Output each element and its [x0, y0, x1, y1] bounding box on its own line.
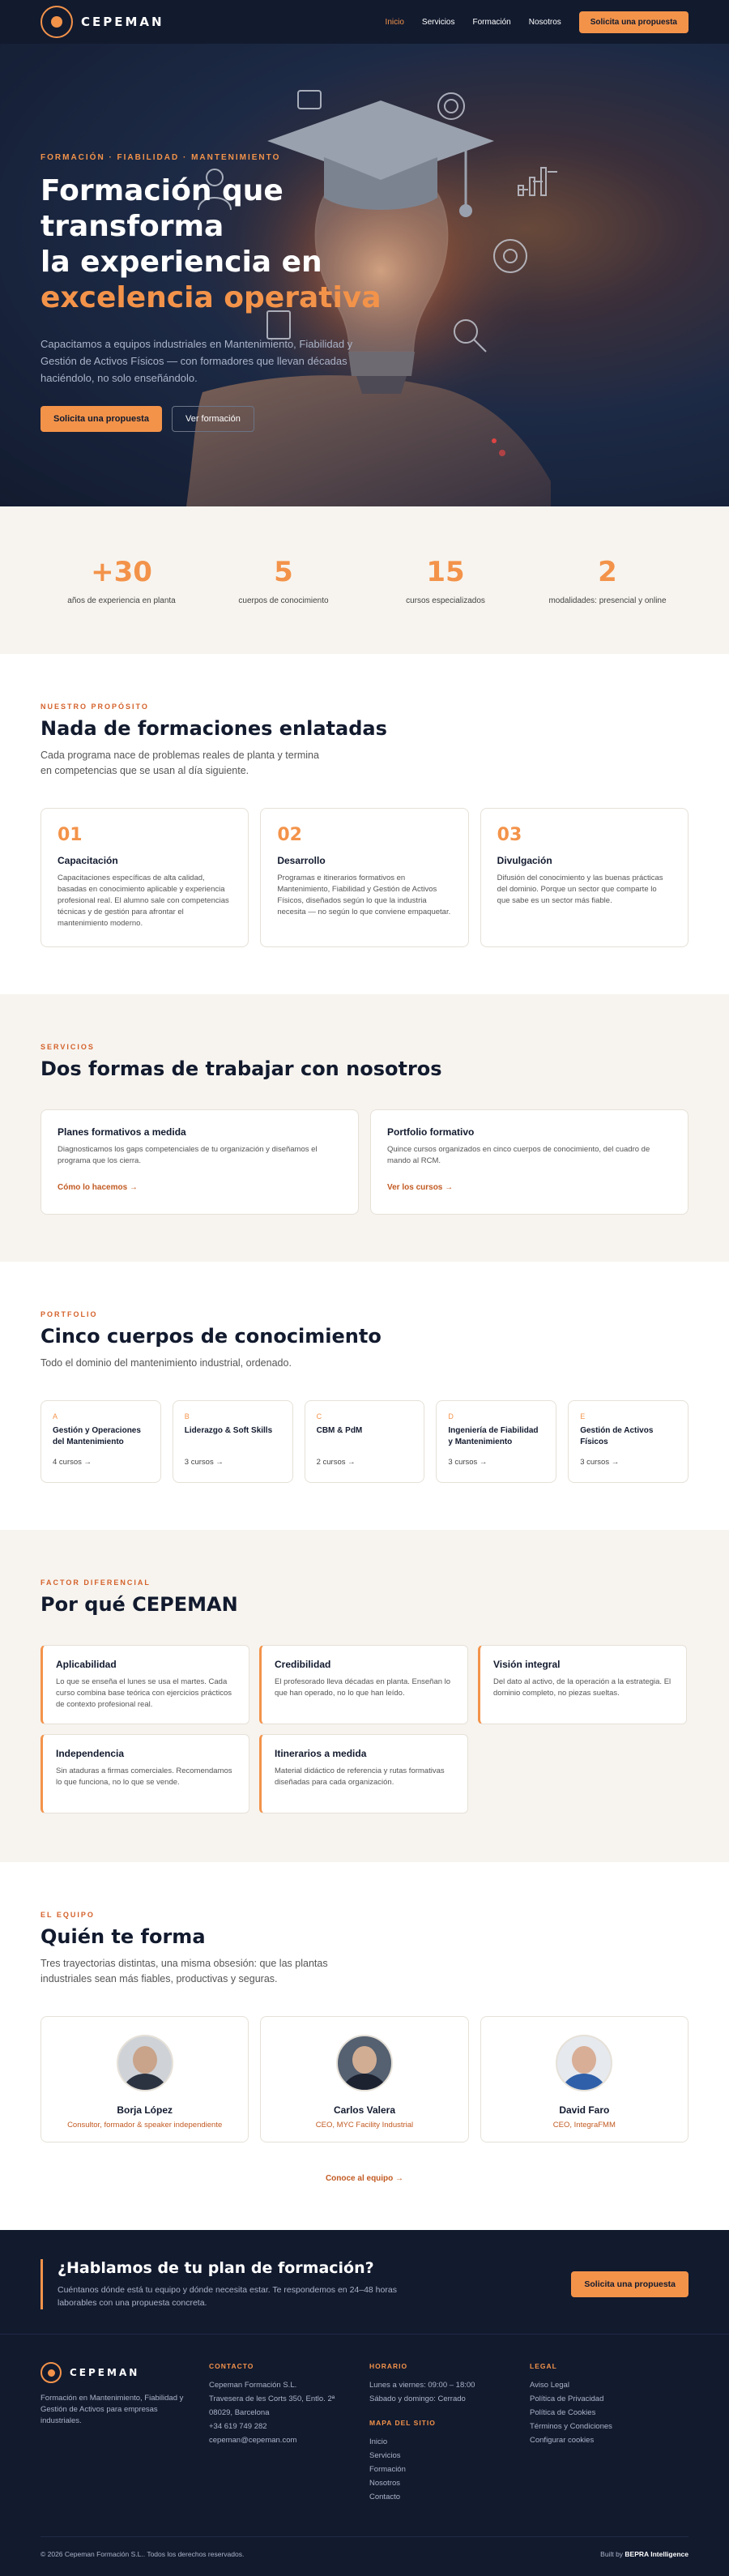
built-by: [600, 2550, 688, 2558]
portfolio-card[interactable]: [305, 1400, 425, 1483]
member-role: CEO, IntegraFMM: [552, 2121, 616, 2130]
header-cta-button[interactable]: Solicita una propuesta: [579, 11, 688, 33]
portfolio-cards: [40, 1400, 688, 1483]
footer-brand: [40, 2362, 194, 2504]
card-text: Del dato al activo, de la operación a la estrategia. El dominio completo, no piezas sueltas.: [493, 1677, 671, 1698]
course-count-link[interactable]: 2 cursos →: [316, 1458, 356, 1467]
course-count-link[interactable]: 4 cursos →: [53, 1458, 92, 1467]
stat-label: cursos especializados: [406, 596, 485, 605]
footer-legal: [530, 2362, 676, 2504]
footer-link[interactable]: Configurar cookies: [530, 2436, 595, 2445]
footer-link[interactable]: Aviso Legal: [530, 2381, 569, 2390]
portfolio-lead: Todo el dominio del mantenimiento industrial, ordenado.: [40, 1357, 292, 1369]
footer-contact-line: Cepeman Formación S.L.: [209, 2381, 297, 2390]
avatar: [336, 2035, 393, 2091]
site-footer: [0, 2334, 729, 2576]
hero-section: [0, 44, 729, 506]
card-text: Quince cursos organizados en cinco cuerpos de conocimiento, del cuadro de mando al RCM.: [387, 1145, 650, 1165]
nav-link-inicio[interactable]: Inicio: [385, 17, 404, 27]
why-card: [259, 1734, 468, 1813]
footer-email-link[interactable]: cepeman@cepeman.com: [209, 2436, 297, 2445]
purpose-lead: Cada programa nace de problemas reales de planta y termina en competencias que se usan al día siguiente.: [40, 750, 319, 776]
card-title: Portfolio formativo: [387, 1126, 475, 1138]
stat-item: [202, 556, 364, 605]
hero-training-button[interactable]: Ver formación: [172, 406, 254, 432]
top-navigation-bar: [0, 0, 729, 44]
card-text: Difusión del conocimiento y las buenas prácticas del dominio. Porque un sector que comparte lo que sabe es un sector más fiable.: [497, 874, 663, 905]
cta-text: Cuéntanos dónde está tu equipo y dónde necesita estar. Te respondemos en 24–48 horas laborables con una propuesta concreta.: [58, 2285, 397, 2308]
purpose-card: [260, 808, 468, 947]
stat-value: 15: [426, 555, 465, 588]
card-text: El profesorado lleva décadas en planta. Enseñan lo que han operado, no lo que han leído.: [275, 1677, 451, 1698]
footer-contact-line: 08029, Barcelona: [209, 2408, 270, 2417]
card-title: Credibilidad: [275, 1659, 331, 1670]
stat-label: cuerpos de conocimiento: [238, 596, 329, 605]
card-title: Desarrollo: [277, 855, 326, 866]
main-nav: [386, 11, 688, 33]
stat-item: [364, 556, 526, 605]
purpose-section: [0, 654, 729, 994]
team-link[interactable]: Conoce al equipo →: [325, 2174, 404, 2183]
footer-contact-line: Travesera de les Corts 350, Entlo. 2ª: [209, 2394, 335, 2403]
why-card: [478, 1645, 687, 1724]
purpose-card: [40, 808, 249, 947]
team-member-card[interactable]: [480, 2016, 688, 2142]
hero-title-line-1: Formación que transforma: [40, 174, 284, 243]
why-card: [259, 1645, 468, 1724]
hero-description: Capacitamos a equipos industriales en Mantenimiento, Fiabilidad y Gestión de Activos Físicos — con formadores que llevan décadas haciéndolo, no solo enseñándolo.: [40, 338, 353, 384]
stat-item: [40, 556, 202, 605]
stat-label: modalidades: presencial y online: [548, 596, 667, 605]
stat-value: 2: [598, 555, 617, 588]
built-by-prefix: Built by: [600, 2550, 625, 2558]
card-text: Diagnosticamos los gaps competenciales de tu organización y diseñamos el programa que los cierra.: [58, 1145, 318, 1165]
services-title: Dos formas de trabajar con nosotros: [40, 1057, 442, 1080]
hero-buttons: [40, 406, 462, 432]
member-role: Consultor, formador & speaker independiente: [67, 2121, 223, 2130]
footer-logo[interactable]: [40, 2362, 194, 2383]
logo-icon: [40, 6, 73, 38]
card-letter: C: [316, 1412, 322, 1420]
card-text: Material didáctico de referencia y rutas formativas diseñadas para cada organización.: [275, 1766, 445, 1787]
built-by-link[interactable]: BEPRA Intelligence: [625, 2550, 688, 2558]
logo-icon: [40, 2362, 62, 2383]
card-title: Capacitación: [58, 855, 118, 866]
card-title: Liderazgo & Soft Skills: [184, 1426, 273, 1435]
card-letter: E: [580, 1412, 586, 1420]
team-eyebrow: EL EQUIPO: [40, 1911, 95, 1919]
card-title: Ingeniería de Fiabilidad y Mantenimiento: [448, 1426, 539, 1446]
service-card[interactable]: [40, 1109, 359, 1215]
portfolio-title: Cinco cuerpos de conocimiento: [40, 1325, 382, 1348]
card-title: Gestión y Operaciones del Mantenimiento: [53, 1426, 141, 1446]
footer-link[interactable]: Términos y Condiciones: [530, 2422, 612, 2431]
member-name: Carlos Valera: [333, 2104, 396, 2116]
card-number: 03: [497, 825, 522, 845]
footer-hours-line: Sábado y domingo: Cerrado: [369, 2394, 466, 2403]
why-card: [40, 1645, 249, 1724]
team-section: [0, 1862, 729, 2230]
card-title: Planes formativos a medida: [58, 1126, 186, 1138]
hero-kicker: FORMACIÓN · FIABILIDAD · MANTENIMIENTO: [40, 153, 281, 162]
team-member-card[interactable]: [40, 2016, 249, 2142]
portfolio-eyebrow: PORTFOLIO: [40, 1310, 98, 1318]
stats-section: [0, 506, 729, 654]
team-member-card[interactable]: [260, 2016, 468, 2142]
footer-link[interactable]: Política de Cookies: [530, 2408, 596, 2417]
logo-text: CEPEMAN: [81, 15, 164, 29]
portfolio-card[interactable]: [40, 1400, 161, 1483]
card-text: Programas e itinerarios formativos en Mantenimiento, Fiabilidad y Gestión de Activos Físicos, diseñados según lo que la industria necesita — no según lo que conviene empaquetar.: [277, 874, 451, 916]
service-card[interactable]: [370, 1109, 688, 1215]
service-link[interactable]: Cómo lo hacemos →: [58, 1183, 138, 1192]
footer-link[interactable]: Inicio: [369, 2437, 388, 2446]
brand-logo[interactable]: [40, 6, 164, 38]
card-text: Lo que se enseña el lunes se usa el martes. Cada curso combina base teórica con ejercicios prácticos de contexto profesional real.: [56, 1677, 232, 1709]
hero-title-accent: excelencia operativa: [40, 281, 382, 314]
cta-banner: [0, 2230, 729, 2334]
stat-label: años de experiencia en planta: [67, 596, 176, 605]
stat-value: 5: [274, 555, 293, 588]
why-cards: [40, 1645, 688, 1813]
card-title: Divulgación: [497, 855, 552, 866]
avatar: [117, 2035, 173, 2091]
card-letter: B: [184, 1412, 190, 1420]
hero-content: [40, 153, 462, 432]
service-link[interactable]: Ver los cursos →: [387, 1183, 454, 1192]
purpose-title: Nada de formaciones enlatadas: [40, 717, 387, 740]
card-number: 02: [277, 825, 302, 845]
course-count-link[interactable]: 3 cursos →: [184, 1458, 224, 1467]
why-title: Por qué CEPEMAN: [40, 1593, 238, 1616]
purpose-eyebrow: NUESTRO PROPÓSITO: [40, 703, 149, 711]
copyright-text: © 2026 Cepeman Formación S.L.. Todos los derechos reservados.: [40, 2550, 245, 2558]
member-role: CEO, MYC Facility Industrial: [315, 2121, 414, 2130]
card-letter: D: [448, 1412, 454, 1420]
card-title: Aplicabilidad: [56, 1659, 117, 1670]
card-number: 01: [58, 825, 83, 845]
portfolio-card[interactable]: [173, 1400, 293, 1483]
course-count-link[interactable]: 3 cursos →: [448, 1458, 488, 1467]
footer-heading: MAPA DEL SITIO: [369, 2419, 436, 2427]
nav-link-formacion[interactable]: Formación: [472, 17, 511, 27]
nav-link-servicios[interactable]: Servicios: [421, 17, 455, 27]
footer-heading: LEGAL: [530, 2362, 557, 2370]
footer-hours-line: Lunes a viernes: 09:00 – 18:00: [369, 2381, 475, 2390]
stat-item: [526, 556, 688, 605]
footer-description: Formación en Mantenimiento, Fiabilidad y Gestión de Activos para empresas industriales.: [40, 2394, 184, 2425]
card-letter: A: [53, 1412, 58, 1420]
portfolio-section: [0, 1262, 729, 1530]
footer-hours-sitemap: [369, 2362, 515, 2504]
card-text: Sin ataduras a firmas comerciales. Recomendamos lo que funciona, no lo que se vende.: [56, 1766, 232, 1787]
cta-proposal-button[interactable]: Solicita una propuesta: [571, 2271, 688, 2297]
card-title: Independencia: [56, 1748, 125, 1759]
card-title: CBM & PdM: [316, 1426, 363, 1435]
member-name: David Faro: [559, 2104, 610, 2116]
why-eyebrow: FACTOR DIFERENCIAL: [40, 1578, 151, 1587]
avatar: [556, 2035, 612, 2091]
logo-text: CEPEMAN: [70, 2367, 140, 2378]
footer-phone-link[interactable]: +34 619 749 282: [209, 2422, 267, 2431]
footer-link[interactable]: Formación: [369, 2465, 406, 2474]
cta-title: ¿Hablamos de tu plan de formación?: [58, 2259, 374, 2277]
portfolio-card[interactable]: [568, 1400, 688, 1483]
member-name: Borja López: [117, 2104, 173, 2116]
course-count-link[interactable]: 3 cursos →: [580, 1458, 620, 1467]
footer-link[interactable]: Nosotros: [369, 2479, 401, 2488]
footer-link[interactable]: Servicios: [369, 2451, 401, 2460]
footer-bottom-bar: [40, 2536, 688, 2558]
hero-title: [40, 173, 462, 316]
stat-value: +30: [91, 555, 152, 588]
footer-heading: CONTACTO: [209, 2362, 254, 2370]
footer-contact: [209, 2362, 355, 2504]
team-cards: [40, 2016, 688, 2142]
team-lead: Tres trayectorias distintas, una misma obsesión: que las plantas industriales sean más fiables, productivas y seguras.: [40, 1958, 328, 1984]
card-title: Visión integral: [493, 1659, 561, 1670]
card-title: Itinerarios a medida: [275, 1748, 367, 1759]
hero-proposal-button[interactable]: Solicita una propuesta: [40, 406, 162, 432]
services-eyebrow: SERVICIOS: [40, 1043, 95, 1051]
why-card: [40, 1734, 249, 1813]
services-section: [0, 994, 729, 1262]
footer-link[interactable]: Política de Privacidad: [530, 2394, 604, 2403]
card-text: Capacitaciones específicas de alta calidad, basadas en conocimiento aplicable y experiencia profesional real. El alumno sale con competencias técnicas y de gestión para afrontar el mantenimiento moderno.: [58, 874, 229, 928]
purpose-card: [480, 808, 688, 947]
team-title: Quién te forma: [40, 1925, 206, 1948]
footer-heading: HORARIO: [369, 2362, 408, 2370]
purpose-cards: [40, 808, 688, 947]
services-cards: [40, 1109, 688, 1215]
hero-title-line-2: la experiencia en: [40, 246, 322, 279]
nav-link-nosotros[interactable]: Nosotros: [528, 17, 561, 27]
footer-link[interactable]: Contacto: [369, 2493, 401, 2501]
portfolio-card[interactable]: [436, 1400, 556, 1483]
why-section: [0, 1530, 729, 1862]
card-title: Gestión de Activos Físicos: [580, 1426, 654, 1446]
